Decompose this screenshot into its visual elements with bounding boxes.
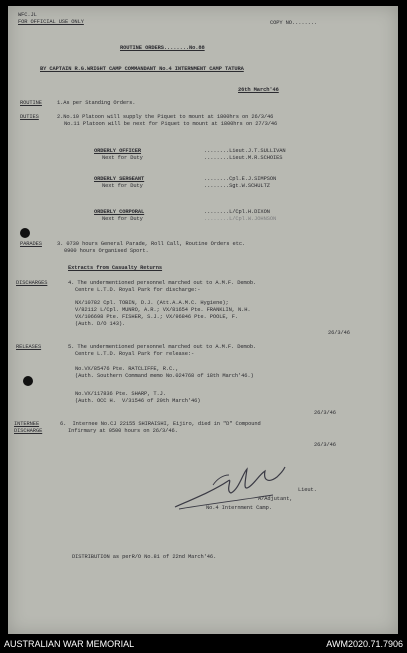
orderly-officer-value: ........Lieut.J.T.SULLIVAN: [204, 148, 286, 154]
parades-label: PARADES: [20, 241, 42, 247]
next-for-duty-value: ........L/Cpl.W.JOHNSON: [204, 216, 277, 222]
internee-label: INTERNEE: [14, 421, 40, 427]
signatory-rank: Lieut.: [298, 487, 317, 493]
archive-name: AUSTRALIAN WAR MEMORIAL: [4, 639, 135, 649]
releases-label: RELEASES: [16, 344, 42, 350]
releases-line: Centre L.T.D. Royal Park for release:-: [75, 351, 195, 357]
discharges-line: VX/106698 Pte. FISHER, S.J.; VX/96846 Pte. POOLE, F.: [75, 314, 239, 320]
handwritten-signature: [173, 461, 288, 511]
extracts-heading: Extracts from Casualty Returns: [68, 265, 163, 271]
internee-line: 6. Internee No.CJ 22155 SHIRAISHI, Eijiro, died in "D" Compound: [60, 421, 261, 427]
internee-line: Infirmary at 0500 hours on 26/3/46.: [68, 428, 178, 434]
releases-line: (Auth. OCC H. V/31546 of 20th March'46): [75, 398, 201, 404]
next-for-duty-label: Next for Duty: [102, 183, 143, 189]
duties-label: DUTIES: [20, 114, 39, 120]
next-for-duty-value: ........Sgt.W.SCHULTZ: [204, 183, 270, 189]
document-title: ROUTINE ORDERS........No.88: [120, 45, 205, 51]
orderly-officer-label: ORDERLY OFFICER: [94, 148, 142, 154]
security-classification: FOR OFFICIAL USE ONLY: [18, 19, 84, 25]
document-page: [8, 6, 398, 634]
discharges-line: V/82112 L/Cpl. MUNRO, A.R.; VX/81654 Pte. FRANKLIN, N.H.: [75, 307, 251, 313]
orderly-sergeant-value: ........Cpl.E.J.SIMPSON: [204, 176, 277, 182]
next-for-duty-value: ........Lieut.M.R.SCHOIES: [204, 155, 283, 161]
releases-line: 5. The undermentioned personnel marched out to A.M.F. Demob.: [68, 344, 257, 350]
discharges-date: 26/3/46: [328, 330, 350, 336]
issued-by: BY CAPTAIN R.G.WRIGHT CAMP COMMANDANT No.4 INTERNMENT CAMP TATURA: [40, 66, 244, 72]
routine-label: ROUTINE: [20, 100, 42, 106]
next-for-duty-label: Next for Duty: [102, 155, 143, 161]
file-ref: WFC.JL: [18, 12, 37, 18]
orderly-sergeant-label: ORDERLY SERGEANT: [94, 176, 145, 182]
discharges-label: DISCHARGES: [16, 280, 48, 286]
discharges-line: 4. The undermentioned personnel marched out to A.M.F. Demob.: [68, 280, 257, 286]
parades-line: 3. 0730 hours General Parade, Roll Call, Routine Orders etc.: [57, 241, 246, 247]
punch-hole: [23, 376, 33, 386]
signatory-unit: No.4 Internment Camp.: [206, 505, 272, 511]
punch-hole: [20, 228, 30, 238]
releases-date: 26/3/46: [314, 410, 336, 416]
routine-text: 1.As per Standing Orders.: [57, 100, 136, 106]
orderly-corporal-label: ORDERLY CORPORAL: [94, 209, 145, 215]
internee-label: DISCHARGE: [14, 428, 43, 434]
releases-line: (Auth. Southern Command memo No.024768 of 18th March'46.): [75, 373, 254, 379]
signatory-role: A/Adjutant,: [258, 496, 293, 502]
distribution-note: DISTRIBUTION as perR/O No.81 of 22nd March'46.: [72, 554, 217, 560]
discharges-line: Centre L.T.D. Royal Park for discharge:-: [75, 287, 201, 293]
archive-accession-number: AWM2020.71.7906: [326, 639, 403, 649]
releases-line: No.VX/117836 Pte. SHARP, T.J.: [75, 391, 166, 397]
duties-line: 2.No.10 Platoon will supply the Piquet to mount at 1800hrs on 26/3/46: [57, 114, 274, 120]
archive-footer: [0, 634, 407, 653]
copy-number: COPY NO........: [270, 20, 318, 26]
discharges-line: (Auth. D/O 143).: [75, 321, 126, 327]
releases-line: No.VX/85476 Pte. RATCLIFFE, R.C.,: [75, 366, 179, 372]
parades-line: 0900 hours Organised Sport.: [64, 248, 149, 254]
duties-line: No.11 Platoon will be next for Piquet to mount at 1800hrs on 27/3/46: [64, 121, 278, 127]
document-date: 26th March'46: [238, 87, 279, 93]
discharges-line: NX/10782 Cpl. TOBIN, D.J. (Att.A.A.M.C. Hygiene);: [75, 300, 229, 306]
internee-date: 26/3/46: [314, 442, 336, 448]
orderly-corporal-value: ........L/Cpl.H.DIXON: [204, 209, 270, 215]
next-for-duty-label: Next for Duty: [102, 216, 143, 222]
